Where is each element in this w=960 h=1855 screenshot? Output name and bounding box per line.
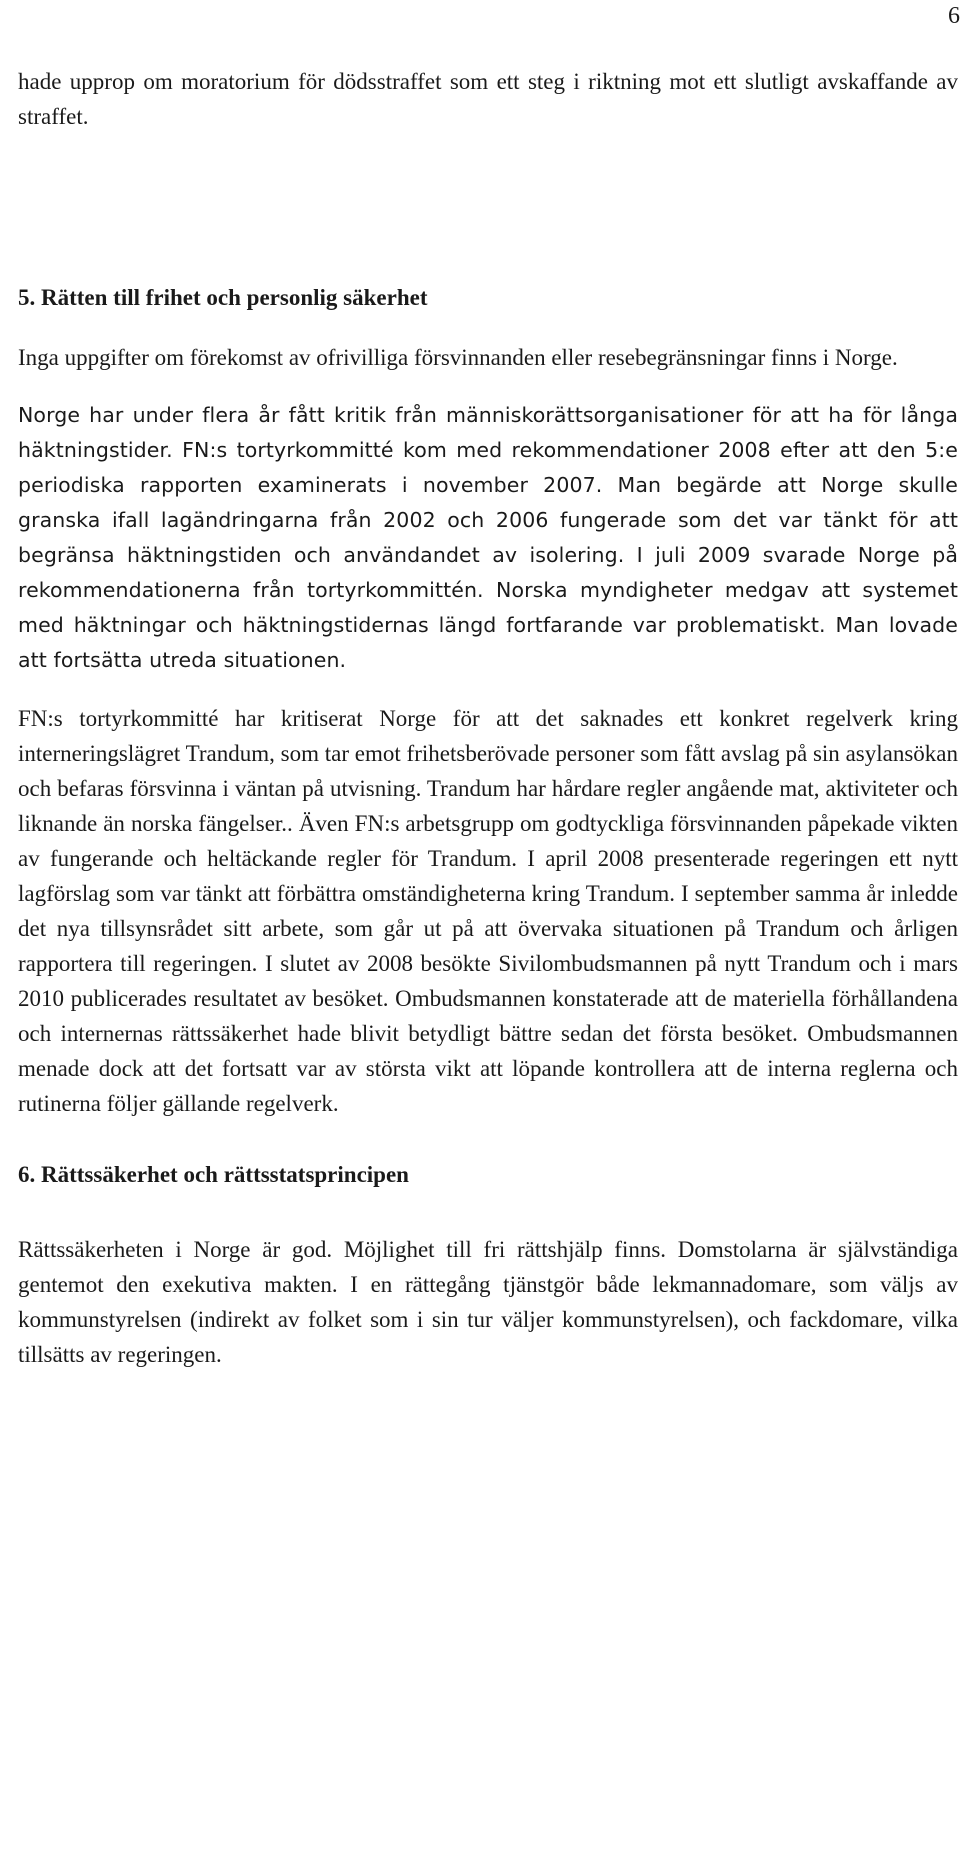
section-5-heading: 5. Rätten till frihet och personlig säkerhet xyxy=(18,285,428,310)
section-5-paragraph-1: Inga uppgifter om förekomst av ofrivilliga försvinnanden eller resebegränsningar finns i Norge. xyxy=(18,345,898,370)
section-6-heading: 6. Rättssäkerhet och rättsstatsprincipen xyxy=(18,1162,409,1187)
intro-paragraph: hade upprop om moratorium för dödsstraffet som ett steg i riktning mot ett slutligt avskaffande av straffet. xyxy=(18,69,958,129)
section-5-paragraph-2: Norge har under flera år fått kritik från människorättsorganisationer för att ha för långa häktningstider. FN:s tortyrkommitté kom med rekommendationer 2008 efter att den 5:e periodiska rapporten examinerats i november 2007. Man begärde att Norge skulle granska ifall lagändringarna från 2002 och 2006 fungerade som det var tänkt för att begränsa häktningstiden och användandet av isolering. I juli 2009 svarade Norge på rekommendationerna från tortyrkommittén. Norska myndigheter medgav att systemet med häktningar och häktningstidernas längd fortfarande var problematiskt. Man lovade att fortsätta utreda situationen. xyxy=(18,403,958,672)
document-body xyxy=(18,64,958,1372)
section-5-paragraph-3: FN:s tortyrkommitté har kritiserat Norge för att det saknades ett konkret regelverk kring interneringslägret Trandum, som tar emot frihetsberövade personer som fått avslag på sin asylansökan och befaras försvinna i väntan på utvisning. Trandum har hårdare regler angående mat, aktiviteter och liknande än norska fängelser.. Även FN:s arbetsgrupp om godtyckliga försvinnanden påpekade vikten av fungerande och heltäckande regler för Trandum. I april 2008 presenterade regeringen ett nytt lagförslag som var tänkt att förbättra omständigheterna kring Trandum. I september samma år inledde det nya tillsynsrådet sitt arbete, som går ut på att övervaka situationen på Trandum och årligen rapportera till regeringen. I slutet av 2008 besökte Sivilombudsmannen på nytt Trandum och i mars 2010 publicerades resultatet av besöket. Ombudsmannen konstaterade att de materiella förhållandena och internernas rättssäkerhet hade blivit betydligt bättre sedan det första besöket. Ombudsmannen menade dock att det fortsatt var av största vikt att löpande kontrollera att de interna reglerna och rutinerna följer gällande regelverk. xyxy=(18,706,958,1116)
section-6-paragraph-1: Rättssäkerheten i Norge är god. Möjlighet till fri rättshjälp finns. Domstolarna är självständiga gentemot den exekutiva makten. I en rättegång tjänstgör både lekmannadomare, som väljs av kommunstyrelsen (indirekt av folket som i sin tur väljer kommunstyrelsen), och fackdomare, vilka tillsätts av regeringen. xyxy=(18,1237,958,1367)
page-number: 6 xyxy=(948,3,960,29)
